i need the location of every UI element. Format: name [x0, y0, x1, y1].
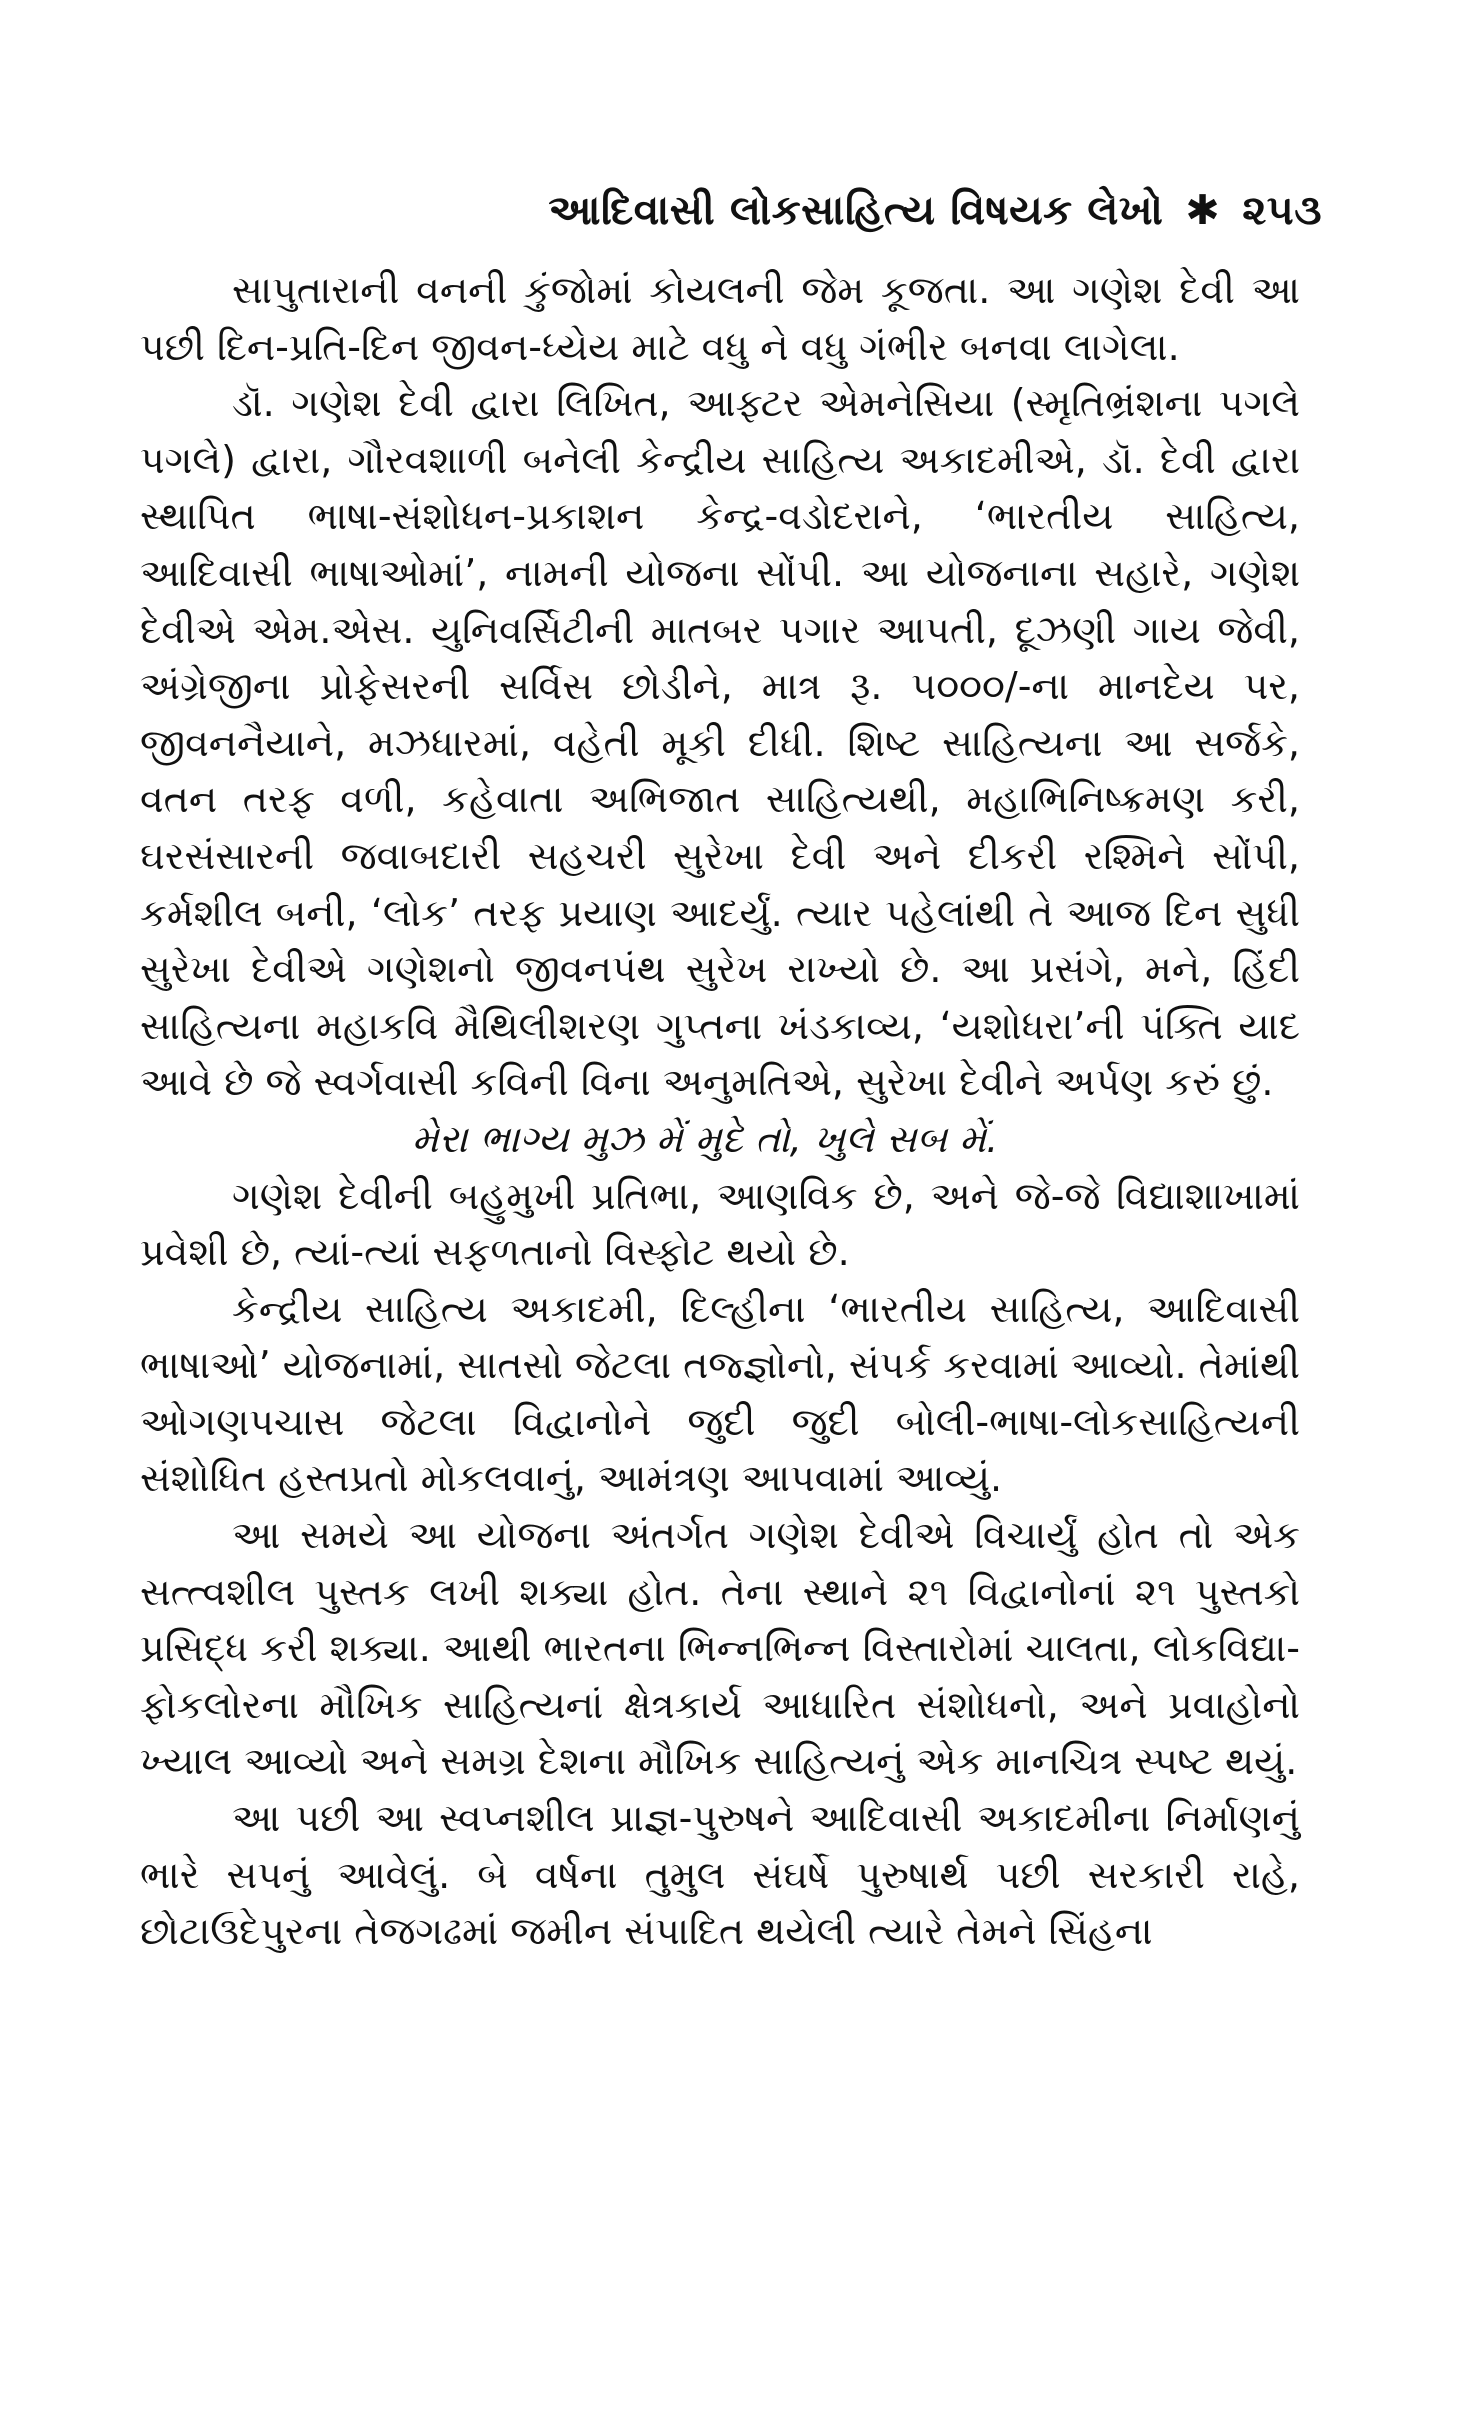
poetry-quote: મેરા ભાગ્ય મુઝ મેં મુદે તો, ખુલે સબ મેં.	[411, 1116, 999, 1161]
page-number: ૨૫૩	[1242, 186, 1322, 234]
asterisk-separator-icon: ✱	[1185, 186, 1221, 234]
paragraph-5: આ સમયે આ યોજના અંતર્ગત ગણેશ દેવીએ વિચાર્યું હોત તો એક સત્ત્વશીલ પુસ્તક લખી શક્યા હોત. તેના સ્થાને ૨૧ વિદ્વાનોનાં ૨૧ પુસ્તકો પ્રસિદ્ધ કરી શક્યા. આથી ભારતના ભિન્નભિન્ન વિસ્તારોમાં ચાલતા, લોકવિદ્યા-ફોકલોરના મૌખિક સાહિત્યનાં ક્ષેત્રકાર્ય આધારિત સંશોધનો, અને પ્રવાહોનો ખ્યાલ આવ્યો અને સમગ્ર દેશના મૌખિક સાહિત્યનું એક માનચિત્ર સ્પષ્ટ થયું.	[140, 1513, 1300, 1784]
running-title: આદિવાસી લોકસાહિત્ય વિષયક લેખો	[548, 186, 1164, 234]
body-text	[140, 262, 1300, 1960]
paragraph-2: ડૉ. ગણેશ દેવી દ્વારા લિખિત, આફ્ટર એમનેસિયા (સ્મૃતિભ્રંશના પગલે પગલે) દ્વારા, ગૌરવશાળી બનેલી કેન્દ્રીય સાહિત્ય અકાદમીએ, ડૉ. દેવી દ્વારા સ્થાપિત ભાષા-સંશોધન-પ્રકાશન કેન્દ્ર-વડોદરાને, ‘ભારતીય સાહિત્ય, આદિવાસી ભાષાઓમાં’, નામની યોજના સોંપી. આ યોજનાના સહારે, ગણેશ દેવીએ એમ.એસ. યુનિવર્સિટીની માતબર પગાર આપતી, દૂઝણી ગાય જેવી, અંગ્રેજીના પ્રોફેસરની સર્વિસ છોડીને, માત્ર રૂ. ૫૦૦૦/-ના માનદેય પર, જીવનનૈયાને, મઝધારમાં, વહેતી મૂકી દીધી. શિષ્ટ સાહિત્યના આ સર્જકે, વતન તરફ વળી, કહેવાતા અભિજાત સાહિત્યથી, મહાભિનિષ્ક્રમણ કરી, ઘરસંસારની જવાબદારી સહચરી સુરેખા દેવી અને દીકરી રશ્મિને સોંપી, કર્મશીલ બની, ‘લોક’ તરફ પ્રયાણ આદર્યું. ત્યાર પહેલાંથી તે આજ દિન સુધી સુરેખા દેવીએ ગણેશનો જીવનપંથ સુરેખ રાખ્યો છે. આ પ્રસંગે, મને, હિંદી સાહિત્યના મહાકવિ મૈથિલીશરણ ગુપ્તના ખંડકાવ્ય, ‘યશોધરા’ની પંક્તિ યાદ આવે છે જે સ્વર્ગવાસી કવિની વિના અનુમતિએ, સુરેખા દેવીને અર્પણ કરું છું.	[140, 381, 1300, 1105]
paragraph-3: ગણેશ દેવીની બહુમુખી પ્રતિભા, આણવિક છે, અને જે-જે વિદ્યાશાખામાં પ્રવેશી છે, ત્યાં-ત્યાં સફળતાનો વિસ્ફોટ થયો છે.	[140, 1173, 1300, 1275]
paragraph-6: આ પછી આ સ્વપ્નશીલ પ્રાજ્ઞ-પુરુષને આદિવાસી અકાદમીના નિર્માણનું ભારે સપનું આવેલું. બે વર્ષના તુમુલ સંઘર્ષે પુરુષાર્થ પછી સરકારી રાહે, છોટાઉદેપુરના તેજગઢમાં જમીન સંપાદિત થયેલી ત્યારે તેમને સિંહના	[140, 1796, 1300, 1954]
paragraph-1: સાપુતારાની વનની કુંજોમાં કોયલની જેમ કૂજતા. આ ગણેશ દેવી આ પછી દિન-પ્રતિ-દિન જીવન-ધ્યેય માટે વધુ ને વધુ ગંભીર બનવા લાગેલા.	[140, 268, 1300, 369]
running-header	[548, 186, 1322, 235]
paragraph-4: કેન્દ્રીય સાહિત્ય અકાદમી, દિલ્હીના ‘ભારતીય સાહિત્ય, આદિવાસી ભાષાઓ’ યોજનામાં, સાતસો જેટલા તજ્જ્ઞોનો, સંપર્ક કરવામાં આવ્યો. તેમાંથી ઓગણપચાસ જેટલા વિદ્વાનોને જુદી જુદી બોલી-ભાષા-લોકસાહિત્યની સંશોધિત હસ્તપ્રતો મોકલવાનું, આમંત્રણ આપવામાં આવ્યું.	[140, 1286, 1300, 1501]
